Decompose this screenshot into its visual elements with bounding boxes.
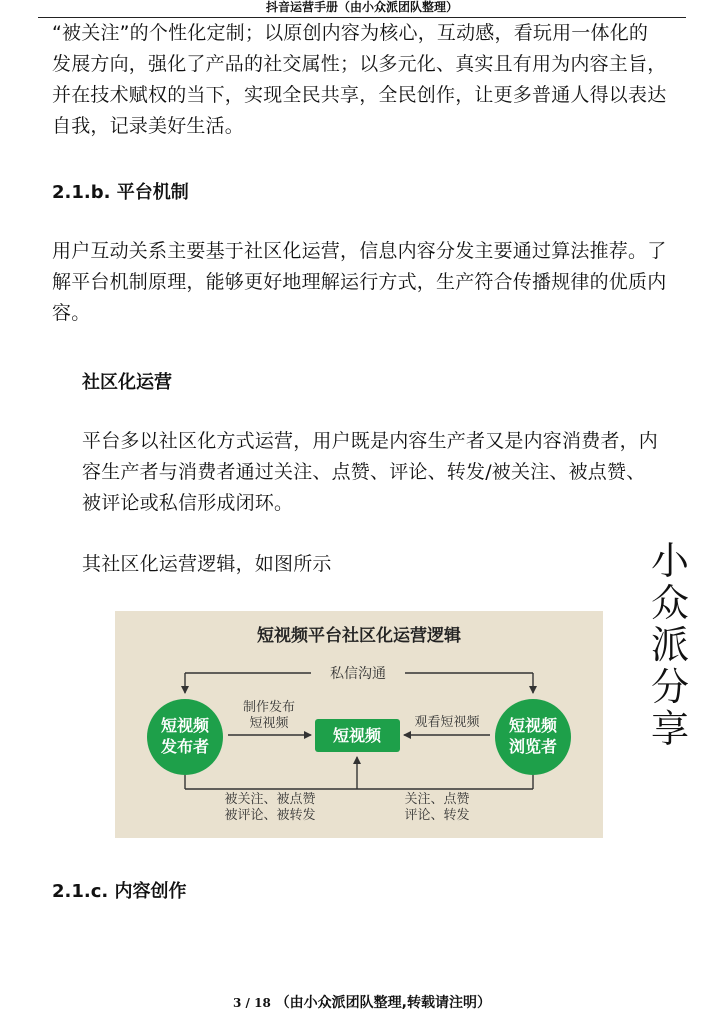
watermark-char: 众 — [650, 581, 689, 625]
paragraph-line: 被评论或私信形成闭环。 — [82, 492, 294, 514]
intro-line: 自我，记录美好生活。 — [52, 115, 245, 137]
short-video-label: 短视频 — [332, 726, 382, 745]
watermark-char: 小 — [650, 539, 689, 583]
paragraph-line: 用户互动关系主要基于社区化运营，信息内容分发主要通过算法推荐。了 — [52, 240, 667, 262]
section-heading-2-1-b: 2.1.b. 平台机制 — [52, 182, 189, 203]
figure-intro: 其社区化运营逻辑，如图所示 — [82, 553, 332, 575]
intro-line: 并在技术赋权的当下，实现全民共享，全民创作，让更多普通人得以表达 — [52, 84, 667, 106]
paragraph-line: 平台多以社区化方式运营，用户既是内容生产者又是内容消费者，内 — [82, 430, 659, 452]
diagram-title: 短视频平台社区化运营逻辑 — [257, 626, 461, 646]
private-message-label: 私信沟通 — [330, 666, 386, 682]
footer-note: （由小众派团队整理,转载请注明） — [275, 995, 491, 1011]
page-footer — [0, 992, 724, 1012]
watermark-char: 派 — [650, 623, 689, 667]
watermark-char: 享 — [650, 707, 689, 751]
bottom-left-label-1: 被关注、被点赞 — [224, 792, 316, 807]
paragraph-line: 容生产者与消费者通过关注、点赞、评论、转发/被关注、被点赞、 — [82, 461, 646, 483]
section-heading-2-1-c: 2.1.c. 内容创作 — [52, 881, 187, 902]
publish-label-1: 制作发布 — [242, 700, 296, 715]
viewer-label-1: 短视频 — [508, 716, 558, 735]
page-header — [38, 0, 686, 18]
watermark-char: 分 — [650, 665, 689, 709]
bottom-right-label-1: 关注、点赞 — [404, 792, 470, 807]
diagram-svg — [115, 611, 603, 838]
platform-mechanism-paragraph — [52, 236, 666, 329]
intro-line: “被关注”的个性化定制；以原创内容为核心，互动感，看玩用一体化的 — [52, 22, 649, 44]
community-paragraph — [82, 426, 658, 519]
publisher-label-1: 短视频 — [160, 716, 210, 735]
bottom-right-label-2: 评论、转发 — [404, 808, 470, 823]
publisher-label-2: 发布者 — [160, 737, 210, 756]
subheading-community-operation: 社区化运营 — [82, 372, 172, 393]
intro-paragraph — [52, 18, 666, 142]
intro-line: 发展方向，强化了产品的社交属性；以多元化、真实且有用为内容主旨， — [52, 53, 667, 75]
paragraph-line: 容。 — [52, 302, 91, 324]
bottom-left-label-2: 被评论、被转发 — [224, 808, 316, 823]
paragraph-line: 解平台机制原理，能够更好地理解运行方式，生产符合传播规律的优质内 — [52, 271, 667, 293]
side-watermark — [646, 540, 694, 750]
community-logic-diagram — [115, 611, 603, 838]
viewer-label-2: 浏览者 — [508, 737, 558, 756]
page-number: 3 / 18 — [233, 996, 271, 1010]
publish-label-2: 短视频 — [249, 716, 289, 731]
header-title: 抖音运营手册（由小众派团队整理） — [265, 0, 458, 14]
watch-label: 观看短视频 — [414, 715, 480, 730]
